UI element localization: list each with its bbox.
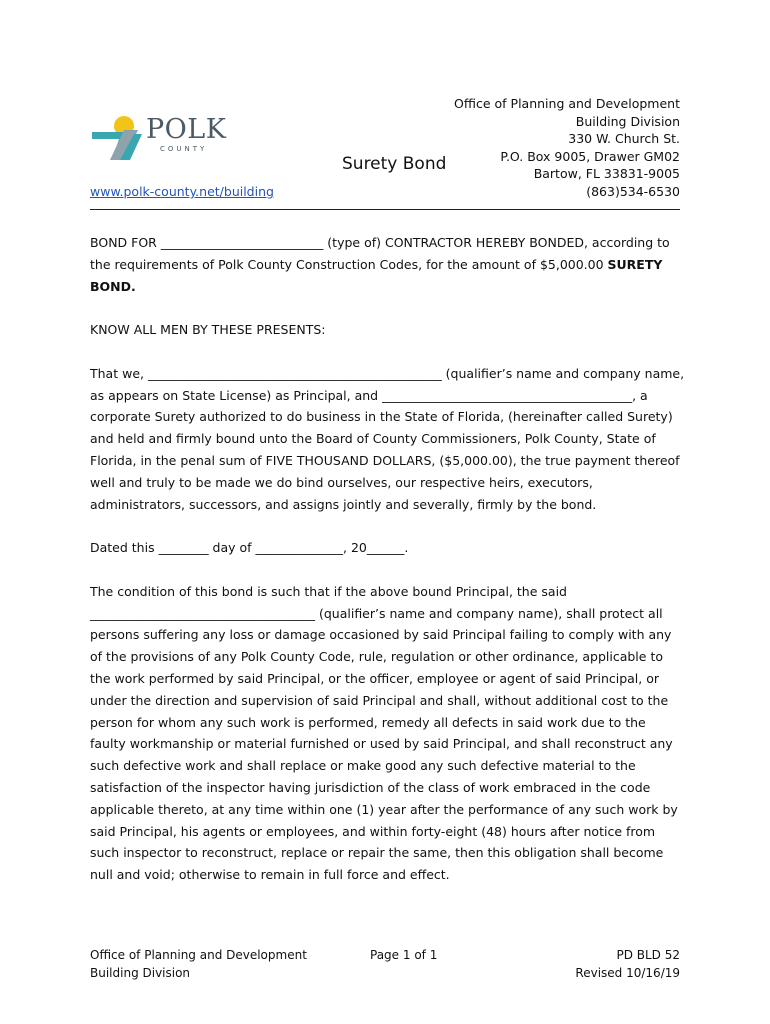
logo-subword: COUNTY: [160, 145, 208, 153]
website-link[interactable]: www.polk-county.net/building: [90, 184, 274, 199]
footer-page-number: Page 1 of 1: [370, 948, 438, 962]
footer-form-id: PD BLD 52: [616, 948, 680, 962]
document-title: Surety Bond: [342, 154, 447, 174]
know-all-men-paragraph: KNOW ALL MEN BY THESE PRESENTS:: [90, 322, 326, 338]
bond-for-paragraph: [90, 232, 685, 297]
condition-paragraph: The condition of this bond is such that if the above bound Principal, the said ____________________________________ (qualifier’s name and company name), shall protect all persons suffering any loss or damage occasioned by said Principal failing to comply with any of the provisions of any Polk County Code, rule, regulation or other ordinance, applicable to the work performed by said Principal, or the officer, employee or agent of said Principal, or under the direction and supervision of said Principal and shall, without additional cost to the person for whom any such work is performed, remedy all defects in said work due to the faulty workmanship or material furnished or used by said Principal, and shall reconstruct any such defective work and shall replace or make good any such defective material to the satisfaction of the inspector having jurisdiction of the class of work embraced in the code applicable thereto, at any time within one (1) year after the performance of any such work by said Principal, his agents or employees, and within forty-eight (48) hours after notice from such inspector to reconstruct, replace or repair the same, then this obligation shall become null and void; otherwise to remain in full force and effect.: [90, 583, 678, 883]
office-phone: (863)534-6530: [586, 183, 680, 199]
bond-body: [90, 232, 685, 908]
that-we-paragraph: That we, _______________________________________________ (qualifier’s name and company name, as appears on State License) as Principal, and ________________________________________, a corporate Surety authorized to do business in the State of Florida, (hereinafter called Surety) and held and firmly bound unto the Board of County Commissioners, Polk County, State of Florida, in the penal sum of FIVE THOUSAND DOLLARS, ($5,000.00), the true payment thereof well and truly to be made we do bind ourselves, our respective heirs, executors, administrators, successors, and assigns jointly and severally, firmly by the bond.: [90, 365, 685, 512]
office-street: 330 W. Church St.: [568, 131, 680, 147]
office-po-box: P.O. Box 9005, Drawer GM02: [500, 148, 680, 164]
office-address-block: [454, 95, 680, 201]
page-footer: [90, 946, 680, 986]
office-city: Bartow, FL 33831-9005: [533, 166, 680, 182]
bond-for-text: BOND FOR __________________________ (type of) CONTRACTOR HEREBY BONDED, according to the requirements of Polk County Construction Codes, for the amount of $5,000.00: [90, 235, 670, 272]
footer-revised-date: Revised 10/16/19: [575, 966, 680, 980]
dated-paragraph: Dated this ________ day of ______________, 20______.: [90, 540, 409, 556]
footer-office-line2: Building Division: [90, 966, 191, 980]
office-division: Building Division: [575, 113, 680, 129]
header-divider: [90, 209, 680, 210]
office-name: Office of Planning and Development: [454, 96, 680, 111]
footer-form-info: [575, 946, 680, 982]
surety-bond-bold: SURETY BOND.: [90, 256, 663, 294]
polk-county-logo: [90, 112, 230, 164]
footer-office: [90, 946, 307, 982]
footer-office-line1: Office of Planning and Development: [90, 948, 307, 962]
logo-word: POLK: [146, 114, 227, 145]
